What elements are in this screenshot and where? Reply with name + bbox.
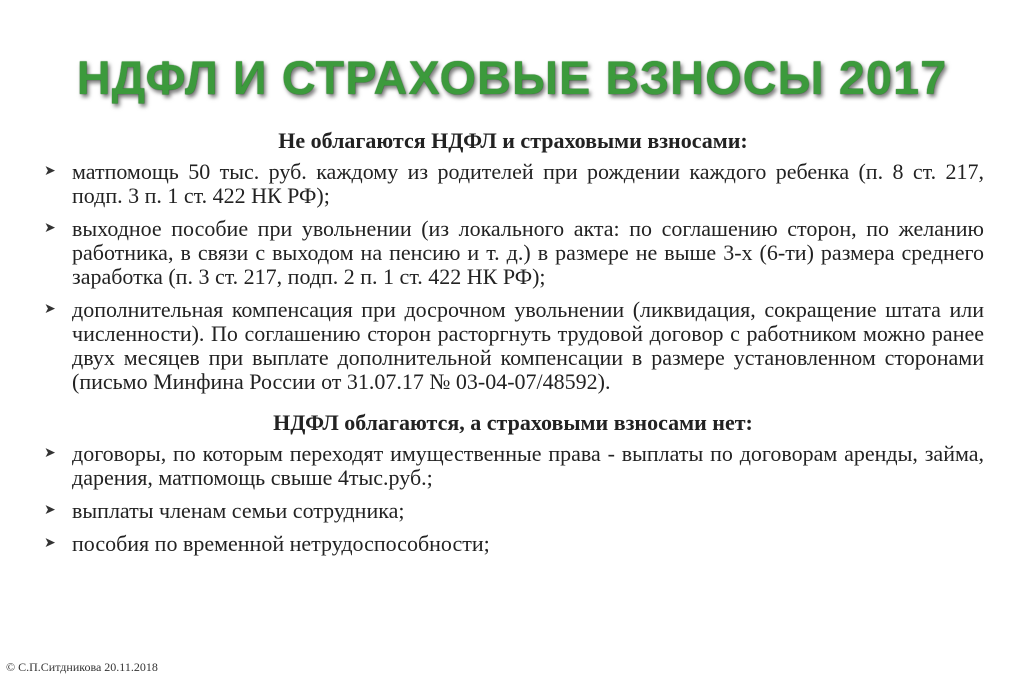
list-item: [42, 160, 984, 208]
list-not-taxed: [42, 160, 984, 394]
list-item: [42, 442, 984, 490]
slide-content: [42, 128, 984, 565]
footer-copyright: © С.П.Ситдникова 20.11.2018: [6, 660, 158, 674]
section-heading-ndfl-only: НДФЛ облагаются, а страховыми взносами нет:: [273, 410, 753, 435]
list-item: [42, 298, 984, 394]
chevron-right-icon: ➤: [44, 536, 56, 551]
chevron-right-icon: ➤: [44, 503, 56, 518]
list-item-text: договоры, по которым переходят имущественные права - выплаты по договорам аренды, займа, дарения, матпомощь свыше 4тыс.руб.;: [72, 441, 984, 490]
section-heading-not-taxed: Не облагаются НДФЛ и страховыми взносами:: [278, 128, 748, 153]
list-ndfl-only: [42, 442, 984, 556]
chevron-right-icon: ➤: [44, 164, 56, 179]
list-item: [42, 499, 984, 523]
list-item-text: выходное пособие при увольнении (из локального акта: по соглашению сторон, по желанию работника, в связи с выходом на пенсию и т. д.) в размере не выше 3-х (6-ти) размера среднего заработка (п. 3 ст. 217, подп. 2 п. 1 ст. 422 НК РФ);: [72, 216, 984, 289]
slide-title: НДФЛ И СТРАХОВЫЕ ВЗНОСЫ 2017: [76, 51, 948, 104]
list-item: [42, 532, 984, 556]
list-item-text: матпомощь 50 тыс. руб. каждому из родителей при рождении каждого ребенка (п. 8 ст. 217, подп. 3 п. 1 ст. 422 НК РФ);: [72, 159, 984, 208]
list-item: [42, 217, 984, 289]
list-item-text: дополнительная компенсация при досрочном увольнении (ликвидация, сокращение штата или численности). По соглашению сторон расторгнуть трудовой договор с работником можно ранее двух месяцев при выплате дополнительной компенсации в размере установленном сторонами (письмо Минфина России от 31.07.17 № 03-04-07/48592).: [72, 297, 984, 394]
chevron-right-icon: ➤: [44, 221, 56, 236]
chevron-right-icon: ➤: [44, 446, 56, 461]
chevron-right-icon: ➤: [44, 302, 56, 317]
list-item-text: пособия по временной нетрудоспособности;: [72, 531, 490, 556]
list-item-text: выплаты членам семьи сотрудника;: [72, 498, 405, 523]
